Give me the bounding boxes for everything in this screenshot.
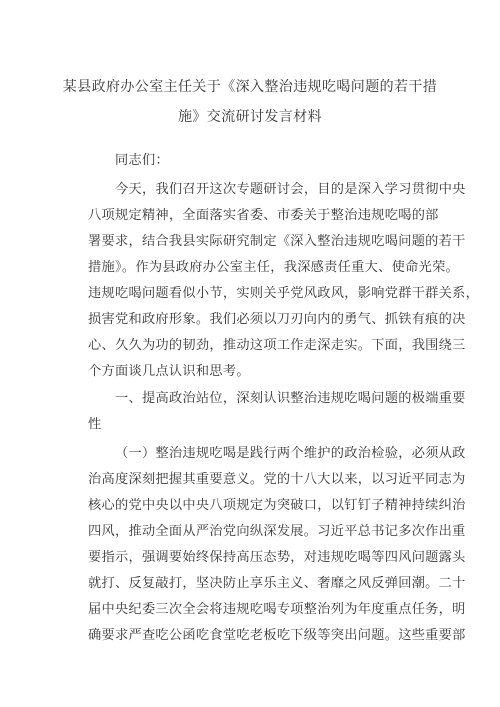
paragraph-line: 八项规定精神，全面落实省委、市委关于整治违规吃喝的部 — [88, 208, 439, 223]
paragraph-line: 就打、反复敲打，坚决防止享乐主义、奢靡之风反弹回潮。二十 — [88, 576, 466, 591]
section-heading-line: 性 — [88, 417, 102, 432]
paragraph-line: （一）整治违规吃喝是践行两个维护的政治检验，必须从政 — [115, 446, 466, 461]
section-heading-line: 一、提高政治站位，深刻认识整治违规吃喝问题的极端重要 — [115, 391, 466, 406]
document-title-line-1: 某县政府办公室主任关于《深入整治违规吃喝问题的若干措 — [62, 79, 438, 95]
paragraph-line: 心、久久为功的韧劲，推动这项工作走深走实。下面，我围绕三 — [88, 338, 466, 353]
paragraph-line: 个方面谈几点认识和思考。 — [88, 364, 250, 379]
paragraph-line: 署要求，结合我县实际研究制定《深入整治违规吃喝问题的若干 — [88, 234, 466, 249]
paragraph-line: 届中央纪委三次全会将违规吃喝专项整治列为年度重点任务，明 — [88, 602, 466, 617]
paragraph-line: 措施》。作为县政府办公室主任，我深感责任重大、使命光荣。 — [88, 260, 460, 275]
paragraph-line: 治高度深刻把握其重要意义。党的十八大以来，以习近平同志为 — [88, 472, 466, 487]
paragraph-line: 要指示，强调要始终保持高压态势，对违规吃喝等四风问题露头 — [88, 550, 466, 565]
paragraph-line: 今天，我们召开这次专题研讨会，目的是深入学习贯彻中央 — [115, 182, 466, 197]
paragraph-line: 核心的党中央以中央八项规定为突破口，以钉钉子精神持续纠治 — [88, 498, 466, 513]
paragraph-line: 违规吃喝问题看似小节，实则关乎党风政风，影响党群干群关系， — [88, 286, 480, 301]
paragraph-line: 四风，推动全面从严治党向纵深发展。习近平总书记多次作出重 — [88, 524, 466, 539]
salutation: 同志们： — [115, 153, 169, 168]
paragraph-line: 确要求严查吃公函吃食堂吃老板吃下级等突出问题。这些重要部 — [88, 628, 466, 643]
document-title-line-2: 施》交流研讨发言材料 — [178, 109, 322, 125]
paragraph-line: 损害党和政府形象。我们必须以刀刃向内的勇气、抓铁有痕的决 — [88, 312, 466, 327]
